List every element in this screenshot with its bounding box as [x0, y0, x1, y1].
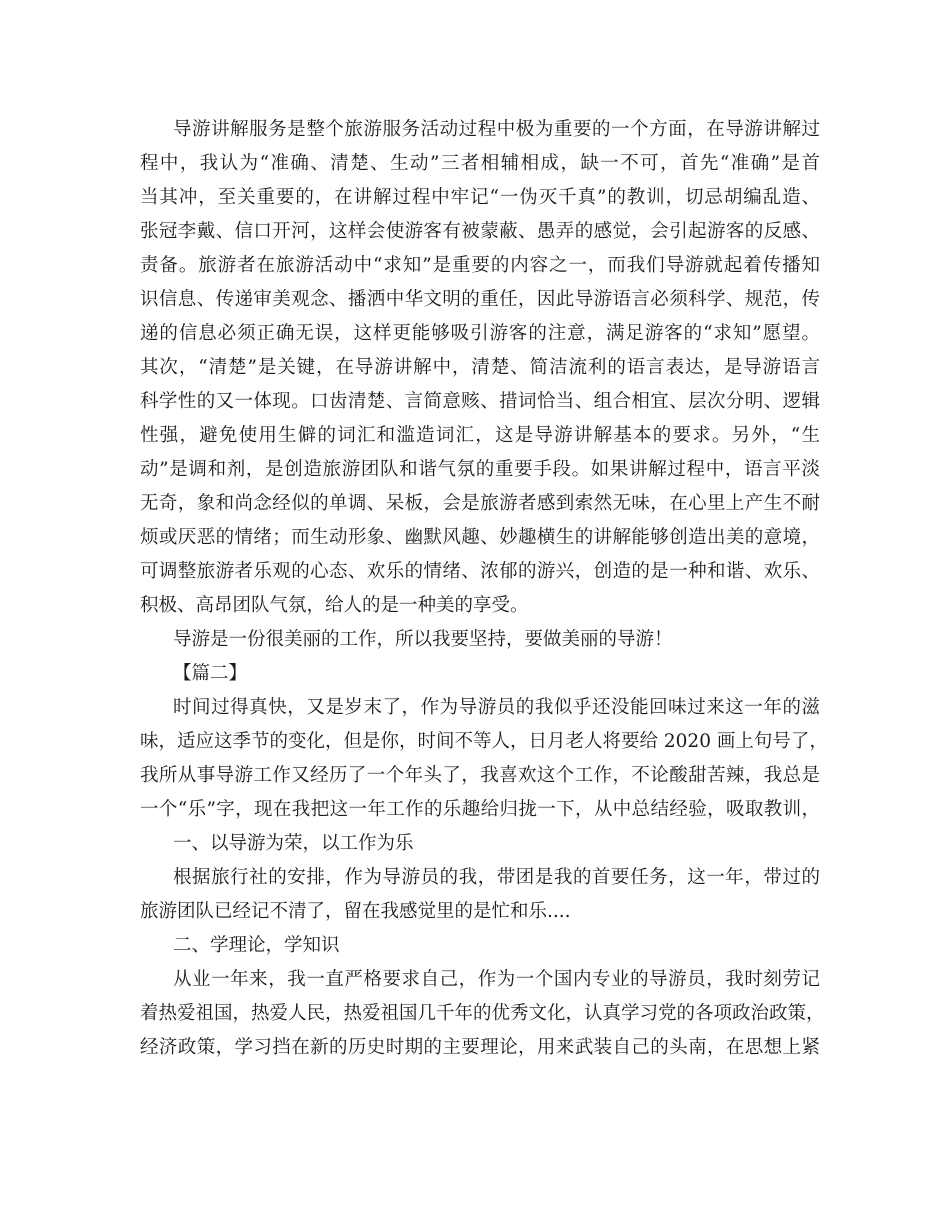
text-line: 识信息、传递审美观念、播洒中华文明的重任，因此导游语言必须科学、规范，传 [140, 289, 820, 310]
text-line: 导游讲解服务是整个旅游服务活动过程中极为重要的一个方面，在导游讲解过 [173, 119, 820, 140]
text-line: 根据旅行社的安排，作为导游员的我，带团是我的首要任务，这一年，带过的 [173, 867, 820, 888]
text-line: 时间过得真快，又是岁末了，作为导游员的我似乎还没能回味过来这一年的滋 [173, 697, 820, 718]
text-line: 烦或厌恶的情绪；而生动形象、幽默风趣、妙趣横生的讲解能够创造出美的意境， [140, 527, 820, 548]
text-line: 张冠李戴、信口开河，这样会使游客有被蒙蔽、愚弄的感觉，会引起游客的反感、 [140, 221, 820, 242]
text-line: 从业一年来，我一直严格要求自己，作为一个国内专业的导游员，我时刻劳记 [173, 969, 820, 990]
subheading: 二、学理论，学知识 [173, 935, 340, 956]
subheading: 一、以导游为荣，以工作为乐 [173, 833, 414, 854]
text-line: 一个“乐”字，现在我把这一年工作的乐趣给归拢一下，从中总结经验，吸取教训， [140, 799, 820, 820]
text-line: 当其冲，至关重要的，在讲解过程中牢记“一伪灭千真”的教训，切忌胡编乱造、 [140, 187, 820, 208]
text-line: 动”是调和剂，是创造旅游团队和谐气氛的重要手段。如果讲解过程中，语言平淡 [140, 459, 820, 480]
text-line: 积极、高昂团队气氛，给人的是一种美的享受。 [140, 595, 529, 616]
text-line: 其次，“清楚”是关键，在导游讲解中，清楚、简洁流利的语言表达，是导游语言 [140, 357, 820, 378]
text-line: 递的信息必须正确无误，这样更能够吸引游客的注意，满足游客的“求知”愿望。 [140, 323, 820, 344]
text-line: 无奇，象和尚念经似的单调、呆板，会是旅游者感到索然无味，在心里上产生不耐 [140, 493, 820, 514]
text-line: 科学性的又一体现。口齿清楚、言简意赅、措词恰当、组合相宜、层次分明、逻辑 [140, 391, 820, 412]
text-line: 性强，避免使用生僻的词汇和滥造词汇，这是导游讲解基本的要求。另外，“生 [140, 425, 820, 446]
text-line: 经济政策，学习挡在新的历史时期的主要理论，用来武装自己的头南，在思想上紧 [140, 1037, 820, 1058]
text-line: 旅游团队已经记不清了，留在我感觉里的是忙和乐.... [140, 901, 571, 922]
text-line: 着热爱祖国，热爱人民，热爱祖国几千年的优秀文化，认真学习党的各项政治政策， [140, 1003, 825, 1024]
text-line: 程中，我认为“准确、清楚、生动”三者相辅相成，缺一不可，首先“准确”是首 [140, 153, 820, 174]
text-line: 责备。旅游者在旅游活动中“求知”是重要的内容之一，而我们导游就起着传播知 [140, 255, 820, 276]
text-line: 味，适应这季节的变化，但是你，时间不等人，日月老人将要给 2020 画上句号了， [140, 731, 828, 752]
text-line: 导游是一份很美丽的工作，所以我要坚持，要做美丽的导游！ [173, 629, 673, 650]
text-line: 可调整旅游者乐观的心态、欢乐的情绪、浓郁的游兴，创造的是一种和谐、欢乐、 [140, 561, 820, 582]
section-heading: 【篇二】 [173, 663, 248, 684]
text-line: 我所从事导游工作又经历了一个年头了，我喜欢这个工作，不论酸甜苦辣，我总是 [140, 765, 820, 786]
